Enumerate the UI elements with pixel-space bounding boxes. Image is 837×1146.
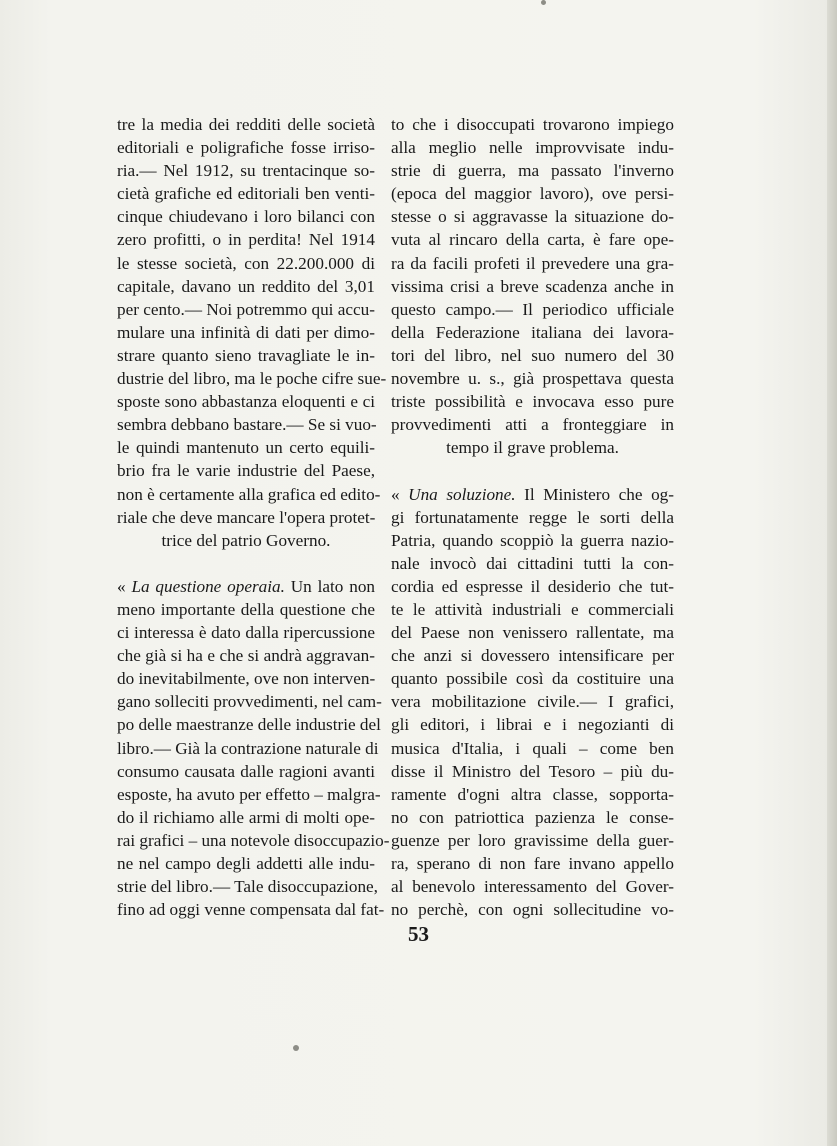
text-line: cordia ed espresse il desiderio che tut-	[391, 576, 674, 596]
text-line: provvedimenti atti a fronteggiare in	[391, 415, 674, 435]
text-line: cinque chiudevano i loro bilanci con	[117, 207, 375, 227]
text-line: quanto possibile così da costituire una	[391, 669, 674, 689]
text-line: strie di guerra, ma passato l'inverno	[391, 161, 674, 181]
text-line: no perchè, con ogni sollecitudine vo-	[391, 900, 674, 920]
text-line: guenze per loro gravissime della guer-	[391, 830, 674, 850]
text-line: rai grafici – una notevole disoccupazio-	[117, 830, 390, 850]
text-line: del Paese non venissero rallentate, ma	[391, 623, 674, 643]
text-line: questo campo.— Il periodico ufficiale	[391, 299, 674, 319]
text-line: vissima crisi a breve scadenza anche in	[391, 276, 674, 296]
text-line: consumo causata dalle ragioni avanti	[117, 761, 375, 781]
text-line: musica d'Italia, i quali – come ben	[391, 738, 674, 758]
text-line: brio fra le varie industrie del Paese,	[117, 461, 375, 481]
text-line: tori del libro, nel suo numero del 30	[391, 345, 674, 365]
section-first-line: « La questione operaia. Un lato non	[117, 576, 376, 596]
right-paragraph	[391, 113, 674, 459]
page-number: 53	[408, 922, 429, 946]
text-line: vera mobilitazione civile.— I grafici,	[391, 692, 674, 712]
text-line: po delle maestranze delle industrie del	[117, 715, 381, 735]
left-column	[117, 113, 390, 921]
text-line: per cento.— Noi potremmo qui accu-	[117, 299, 375, 319]
text-line: gano solleciti provvedimenti, nel cam-	[117, 692, 382, 712]
text-line: gi fortunatamente regge le sorti della	[391, 507, 674, 527]
paper-speck	[293, 1045, 299, 1051]
text-line: ci interessa è dato dalla ripercussione	[117, 623, 375, 643]
text-line: ramente d'ogni altra classe, sopporta-	[391, 784, 674, 804]
page-edge	[827, 0, 837, 1146]
text-line: fino ad oggi venne compensata dal fat-	[117, 900, 385, 920]
text-line: alla meglio nelle improvvisate indu-	[391, 138, 674, 158]
text-line: strie del libro.— Tale disoccupazione,	[117, 877, 378, 897]
section-first-line: « Una soluzione. Il Ministero che og-	[391, 484, 674, 504]
text-line: meno importante della questione che	[117, 599, 375, 619]
text-line: cietà grafiche ed editoriali ben venti-	[117, 184, 375, 204]
text-line: do inevitabilmente, ove non interven-	[117, 669, 376, 689]
text-line: riale che deve mancare l'opera protet-	[117, 507, 376, 527]
text-line: ria.— Nel 1912, su trentacinque so-	[117, 161, 375, 181]
text-line: gli editori, i librai e i negozianti di	[391, 715, 674, 735]
text-line: disse il Ministro del Tesoro – più du-	[391, 761, 674, 781]
text-line: triste possibilità e invocava esso pure	[391, 392, 674, 412]
right-column	[391, 113, 674, 921]
text-line: tempo il grave problema.	[446, 438, 619, 458]
text-line: Patria, quando scoppiò la guerra nazio-	[391, 530, 674, 550]
text-line: ra, sperano di non fare invano appello	[391, 854, 674, 873]
text-line: le quindi mantenuto un certo equili-	[117, 438, 375, 458]
left-section-questione-operaia	[117, 575, 390, 921]
text-line: (epoca del maggior lavoro), ove persi-	[391, 184, 674, 204]
text-line: te le attività industriali e commerciali	[391, 599, 674, 619]
text-line: to che i disoccupati trovarono impiego	[391, 115, 674, 134]
text-line: che anzi si dovessero intensificare per	[391, 646, 674, 666]
text-line: capitale, davano un reddito del 3,01	[117, 276, 375, 296]
text-line: al benevolo interessamento del Gover-	[391, 877, 674, 897]
right-section-una-soluzione	[391, 483, 674, 922]
section-heading: Una soluzione.	[408, 484, 516, 504]
text-line: ne nel campo degli addetti alle indu-	[117, 854, 375, 873]
text-line: do il richiamo alle armi di molti ope-	[117, 807, 375, 827]
text-line: novembre u. s., già prospettava questa	[391, 369, 674, 389]
section-heading: La questione operaia.	[131, 576, 285, 596]
text-line: esposte, ha avuto per effetto – malgra-	[117, 784, 381, 804]
text-line: le stesse società, con 22.200.000 di	[117, 253, 375, 273]
text-line: stesse o si aggravasse la situazione do-	[391, 207, 674, 227]
text-line: zero profitti, o in perdita! Nel 1914	[117, 230, 375, 250]
left-paragraph	[117, 113, 387, 552]
text-line: che già si ha e che si andrà aggravan-	[117, 646, 375, 666]
text-line: no con patriottica pazienza le conse-	[391, 807, 674, 827]
text-line: editoriali e poligrafiche fosse irriso-	[117, 138, 375, 158]
text-line: sposte sono abbastanza eloquenti e ci	[117, 392, 375, 412]
text-line: ra da facili profeti il prevedere una gra-	[391, 253, 674, 273]
text-line: strare quanto sieno travagliate le in-	[117, 345, 375, 365]
text-line: nale invocò dai cittadini tutti la con-	[391, 553, 674, 573]
text-line: non è certamente alla grafica ed edito-	[117, 484, 381, 504]
text-line: dustrie del libro, ma le poche cifre sue-	[117, 369, 387, 389]
text-line: trice del patrio Governo.	[161, 530, 331, 550]
paper-speck-top	[541, 0, 546, 5]
text-line: tre la media dei redditi delle società	[117, 115, 375, 134]
text-line: vuta al rincaro della carta, è fare ope-	[391, 230, 674, 250]
text-line: libro.— Già la contrazione naturale di	[117, 738, 379, 758]
text-line: sembra debbano bastare.— Se si vuo-	[117, 415, 377, 435]
text-line: mulare una infinità di dati per dimo-	[117, 322, 375, 342]
text-line: della Federazione italiana dei lavora-	[391, 322, 674, 342]
